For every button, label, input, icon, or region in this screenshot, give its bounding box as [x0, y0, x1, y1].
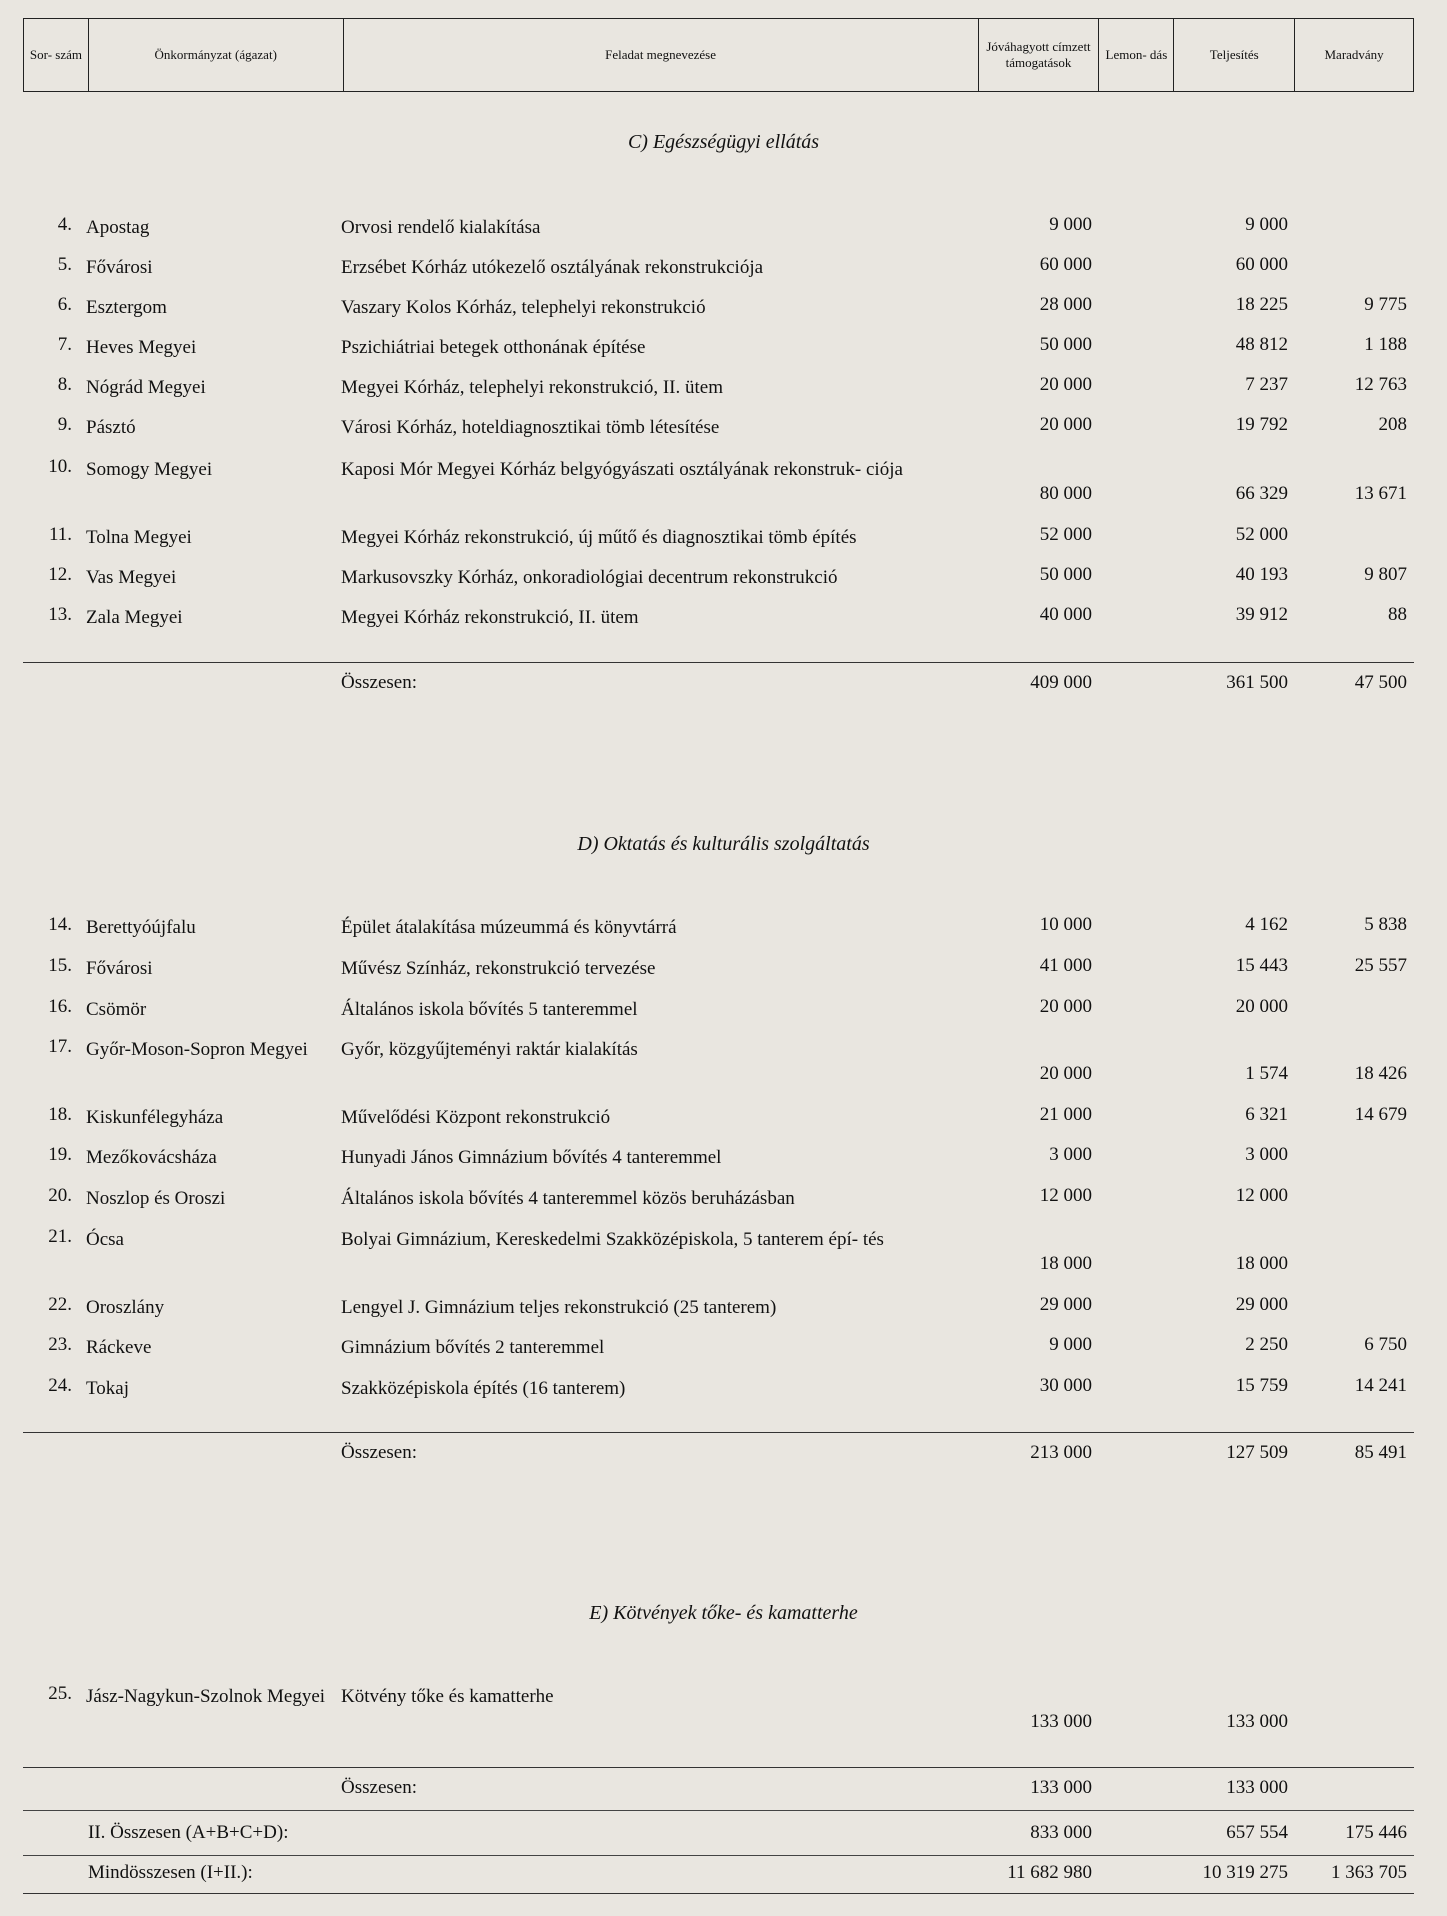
row-tel-value: 15 759: [1235, 1375, 1288, 1396]
grand-ii-total-jov: 833 000: [1030, 1822, 1092, 1843]
row-mar-value: 6 750: [1364, 1334, 1407, 1355]
row-number: 22.: [48, 1294, 72, 1315]
row-task: Kötvény tőke és kamatterhe: [341, 1686, 554, 1707]
header-lemondas: Lemon- dás: [1099, 19, 1174, 91]
table-header: [23, 18, 1414, 92]
row-mar-value: 9 775: [1364, 294, 1407, 315]
row-mar-value: 13 671: [1354, 483, 1407, 504]
row-task: Általános iskola bővítés 4 tanteremmel közös beruházásban: [341, 1188, 795, 1209]
header-feladat: Feladat megnevezése: [344, 19, 979, 91]
row-number: 13.: [48, 604, 72, 625]
header-sorszam: Sor- szám: [24, 19, 89, 91]
row-mar-value: 25 557: [1354, 955, 1407, 976]
grand-ii-total-label: II. Összesen (A+B+C+D):: [88, 1822, 289, 1843]
row-number: 20.: [48, 1185, 72, 1206]
row-task: Művelődési Központ rekonstrukció: [341, 1107, 611, 1128]
row-task: Győr, közgyűjteményi raktár kialakítás: [341, 1039, 638, 1060]
row-task: Orvosi rendelő kialakítása: [341, 217, 541, 238]
row-jov-value: 9 000: [1049, 214, 1092, 235]
row-jov-value: 12 000: [1039, 1185, 1092, 1206]
row-tel-value: 7 237: [1245, 374, 1288, 395]
row-jov-value: 20 000: [1039, 1063, 1092, 1084]
row-number: 7.: [57, 334, 72, 355]
row-municipality: Ócsa: [86, 1229, 124, 1250]
grand-ii-total-tel: 657 554: [1226, 1822, 1288, 1843]
row-task: Bolyai Gimnázium, Kereskedelmi Szakközépiskola, 5 tanterem épí- tés: [341, 1229, 884, 1250]
row-task: Megyei Kórház rekonstrukció, II. ütem: [341, 607, 639, 628]
row-mar-value: 9 807: [1364, 564, 1407, 585]
row-tel-value: 39 912: [1235, 604, 1288, 625]
row-jov-value: 30 000: [1039, 1375, 1092, 1396]
row-mar-value: 208: [1378, 414, 1407, 435]
row-jov-value: 40 000: [1039, 604, 1092, 625]
row-number: 8.: [57, 374, 72, 395]
row-municipality: Noszlop és Oroszi: [86, 1188, 226, 1209]
row-municipality: Nógrád Megyei: [86, 377, 206, 398]
grand-ii-total-mar: 175 446: [1345, 1822, 1407, 1843]
row-jov-value: 20 000: [1039, 996, 1092, 1017]
row-mar-value: 1 188: [1364, 334, 1407, 355]
row-municipality: Csömör: [86, 999, 147, 1020]
grand-all-total-label: Mindösszesen (I+II.):: [88, 1862, 253, 1883]
row-jov-value: 10 000: [1039, 914, 1092, 935]
row-task: Pszichiátriai betegek otthonának építése: [341, 337, 646, 358]
row-municipality: Ráckeve: [86, 1337, 152, 1358]
section-c-total-mar: 47 500: [1354, 672, 1407, 693]
row-mar-value: 88: [1388, 604, 1407, 625]
row-number: 4.: [57, 214, 72, 235]
row-municipality: Pásztó: [86, 417, 136, 438]
row-task: Markusovszky Kórház, onkoradiológiai decentrum rekonstrukció: [341, 567, 838, 588]
row-municipality: Zala Megyei: [86, 607, 183, 628]
row-tel-value: 133 000: [1226, 1711, 1288, 1732]
row-tel-value: 1 574: [1245, 1063, 1288, 1084]
row-number: 18.: [48, 1104, 72, 1125]
row-municipality: Tokaj: [86, 1378, 129, 1399]
row-tel-value: 60 000: [1235, 254, 1288, 275]
row-task: Szakközépiskola építés (16 tanterem): [341, 1378, 626, 1399]
row-tel-value: 3 000: [1245, 1144, 1288, 1165]
section-c-total-label: Összesen:: [341, 672, 417, 693]
row-task: Erzsébet Kórház utókezelő osztályának rekonstrukciója: [341, 257, 764, 278]
row-municipality: Fővárosi: [86, 958, 153, 979]
row-task: Kaposi Mór Megyei Kórház belgyógyászati osztályának rekonstruk- ciója: [341, 459, 903, 480]
section-c-total-tel: 361 500: [1226, 672, 1288, 693]
row-task: Lengyel J. Gimnázium teljes rekonstrukció (25 tanterem): [341, 1297, 777, 1318]
row-mar-value: 14 679: [1354, 1104, 1407, 1125]
header-onkormanyzat: Önkormányzat (ágazat): [89, 19, 344, 91]
row-number: 14.: [48, 914, 72, 935]
row-jov-value: 50 000: [1039, 334, 1092, 355]
row-tel-value: 19 792: [1235, 414, 1288, 435]
row-municipality: Kiskunfélegyháza: [86, 1107, 224, 1128]
section-e-total-jov: 133 000: [1030, 1777, 1092, 1798]
row-tel-value: 29 000: [1235, 1294, 1288, 1315]
row-tel-value: 2 250: [1245, 1334, 1288, 1355]
row-tel-value: 6 321: [1245, 1104, 1288, 1125]
divider-rule: [23, 1767, 1414, 1768]
section-d-total-jov: 213 000: [1030, 1442, 1092, 1463]
row-task: Városi Kórház, hoteldiagnosztikai tömb létesítése: [341, 417, 720, 438]
row-mar-value: 18 426: [1354, 1063, 1407, 1084]
divider-rule: [23, 1810, 1414, 1811]
row-jov-value: 60 000: [1039, 254, 1092, 275]
row-municipality: Apostag: [86, 217, 150, 238]
row-tel-value: 12 000: [1235, 1185, 1288, 1206]
row-municipality: Győr-Moson-Sopron Megyei: [86, 1039, 308, 1060]
header-jovahagyott: Jóváhagyott címzett támogatások: [979, 19, 1100, 91]
row-number: 23.: [48, 1334, 72, 1355]
row-tel-value: 18 000: [1235, 1253, 1288, 1274]
grand-all-total-tel: 10 319 275: [1202, 1862, 1288, 1883]
grand-all-total-jov: 11 682 980: [1007, 1862, 1092, 1883]
row-number: 9.: [57, 414, 72, 435]
row-mar-value: 14 241: [1354, 1375, 1407, 1396]
row-jov-value: 18 000: [1039, 1253, 1092, 1274]
row-municipality: Somogy Megyei: [86, 459, 213, 480]
section-e-total-label: Összesen:: [341, 1777, 417, 1798]
section-title-d: D) Oktatás és kulturális szolgáltatás: [577, 833, 870, 855]
row-municipality: Fővárosi: [86, 257, 153, 278]
row-jov-value: 50 000: [1039, 564, 1092, 585]
row-task: Gimnázium bővítés 2 tanteremmel: [341, 1337, 605, 1358]
section-e-total-tel: 133 000: [1226, 1777, 1288, 1798]
row-tel-value: 15 443: [1235, 955, 1288, 976]
section-d-total-label: Összesen:: [341, 1442, 417, 1463]
row-tel-value: 4 162: [1245, 914, 1288, 935]
divider-rule: [23, 1432, 1414, 1433]
row-number: 19.: [48, 1144, 72, 1165]
row-tel-value: 18 225: [1235, 294, 1288, 315]
row-number: 25.: [48, 1683, 72, 1704]
row-number: 21.: [48, 1226, 72, 1247]
row-number: 24.: [48, 1375, 72, 1396]
header-teljesites: Teljesítés: [1174, 19, 1295, 91]
row-task: Hunyadi János Gimnázium bővítés 4 tanteremmel: [341, 1147, 722, 1168]
row-number: 10.: [48, 456, 72, 477]
row-jov-value: 21 000: [1039, 1104, 1092, 1125]
row-jov-value: 20 000: [1039, 374, 1092, 395]
row-municipality: Tolna Megyei: [86, 527, 192, 548]
row-jov-value: 52 000: [1039, 524, 1092, 545]
row-number: 15.: [48, 955, 72, 976]
row-tel-value: 40 193: [1235, 564, 1288, 585]
divider-rule: [23, 1893, 1414, 1894]
row-tel-value: 20 000: [1235, 996, 1288, 1017]
row-municipality: Vas Megyei: [86, 567, 177, 588]
row-jov-value: 133 000: [1030, 1711, 1092, 1732]
row-tel-value: 52 000: [1235, 524, 1288, 545]
row-jov-value: 28 000: [1039, 294, 1092, 315]
row-tel-value: 48 812: [1235, 334, 1288, 355]
row-task: Általános iskola bővítés 5 tanteremmel: [341, 999, 638, 1020]
row-mar-value: 5 838: [1364, 914, 1407, 935]
row-jov-value: 80 000: [1039, 483, 1092, 504]
row-jov-value: 29 000: [1039, 1294, 1092, 1315]
row-municipality: Esztergom: [86, 297, 167, 318]
row-mar-value: 12 763: [1354, 374, 1407, 395]
row-jov-value: 3 000: [1049, 1144, 1092, 1165]
row-number: 6.: [57, 294, 72, 315]
row-task: Művész Színház, rekonstrukció tervezése: [341, 958, 656, 979]
row-jov-value: 20 000: [1039, 414, 1092, 435]
divider-rule: [23, 1855, 1414, 1856]
row-task: Megyei Kórház, telephelyi rekonstrukció, II. ütem: [341, 377, 723, 398]
grand-all-total-mar: 1 363 705: [1331, 1862, 1407, 1883]
section-d-total-tel: 127 509: [1226, 1442, 1288, 1463]
row-number: 12.: [48, 564, 72, 585]
row-jov-value: 41 000: [1039, 955, 1092, 976]
row-municipality: Berettyóújfalu: [86, 917, 196, 938]
row-task: Megyei Kórház rekonstrukció, új műtő és diagnosztikai tömb építés: [341, 527, 857, 548]
row-number: 5.: [57, 254, 72, 275]
section-d-total-mar: 85 491: [1354, 1442, 1407, 1463]
row-tel-value: 9 000: [1245, 214, 1288, 235]
row-municipality: Jász-Nagykun-Szolnok Megyei: [86, 1686, 326, 1707]
section-title-e: E) Kötvények tőke- és kamatterhe: [589, 1602, 858, 1624]
row-tel-value: 66 329: [1235, 483, 1288, 504]
row-number: 17.: [48, 1036, 72, 1057]
section-title-c: C) Egészségügyi ellátás: [627, 131, 820, 153]
header-maradvany: Maradvány: [1324, 47, 1384, 62]
row-task: Épület átalakítása múzeummá és könyvtárrá: [341, 917, 677, 938]
divider-rule: [23, 662, 1414, 663]
row-municipality: Mezőkovácsháza: [86, 1147, 217, 1168]
row-municipality: Heves Megyei: [86, 337, 197, 358]
row-municipality: Oroszlány: [86, 1297, 165, 1318]
row-task: Vaszary Kolos Kórház, telephelyi rekonstrukció: [341, 297, 706, 318]
row-number: 11.: [48, 524, 72, 545]
row-jov-value: 9 000: [1049, 1334, 1092, 1355]
section-c-total-jov: 409 000: [1030, 672, 1092, 693]
row-number: 16.: [48, 996, 72, 1017]
